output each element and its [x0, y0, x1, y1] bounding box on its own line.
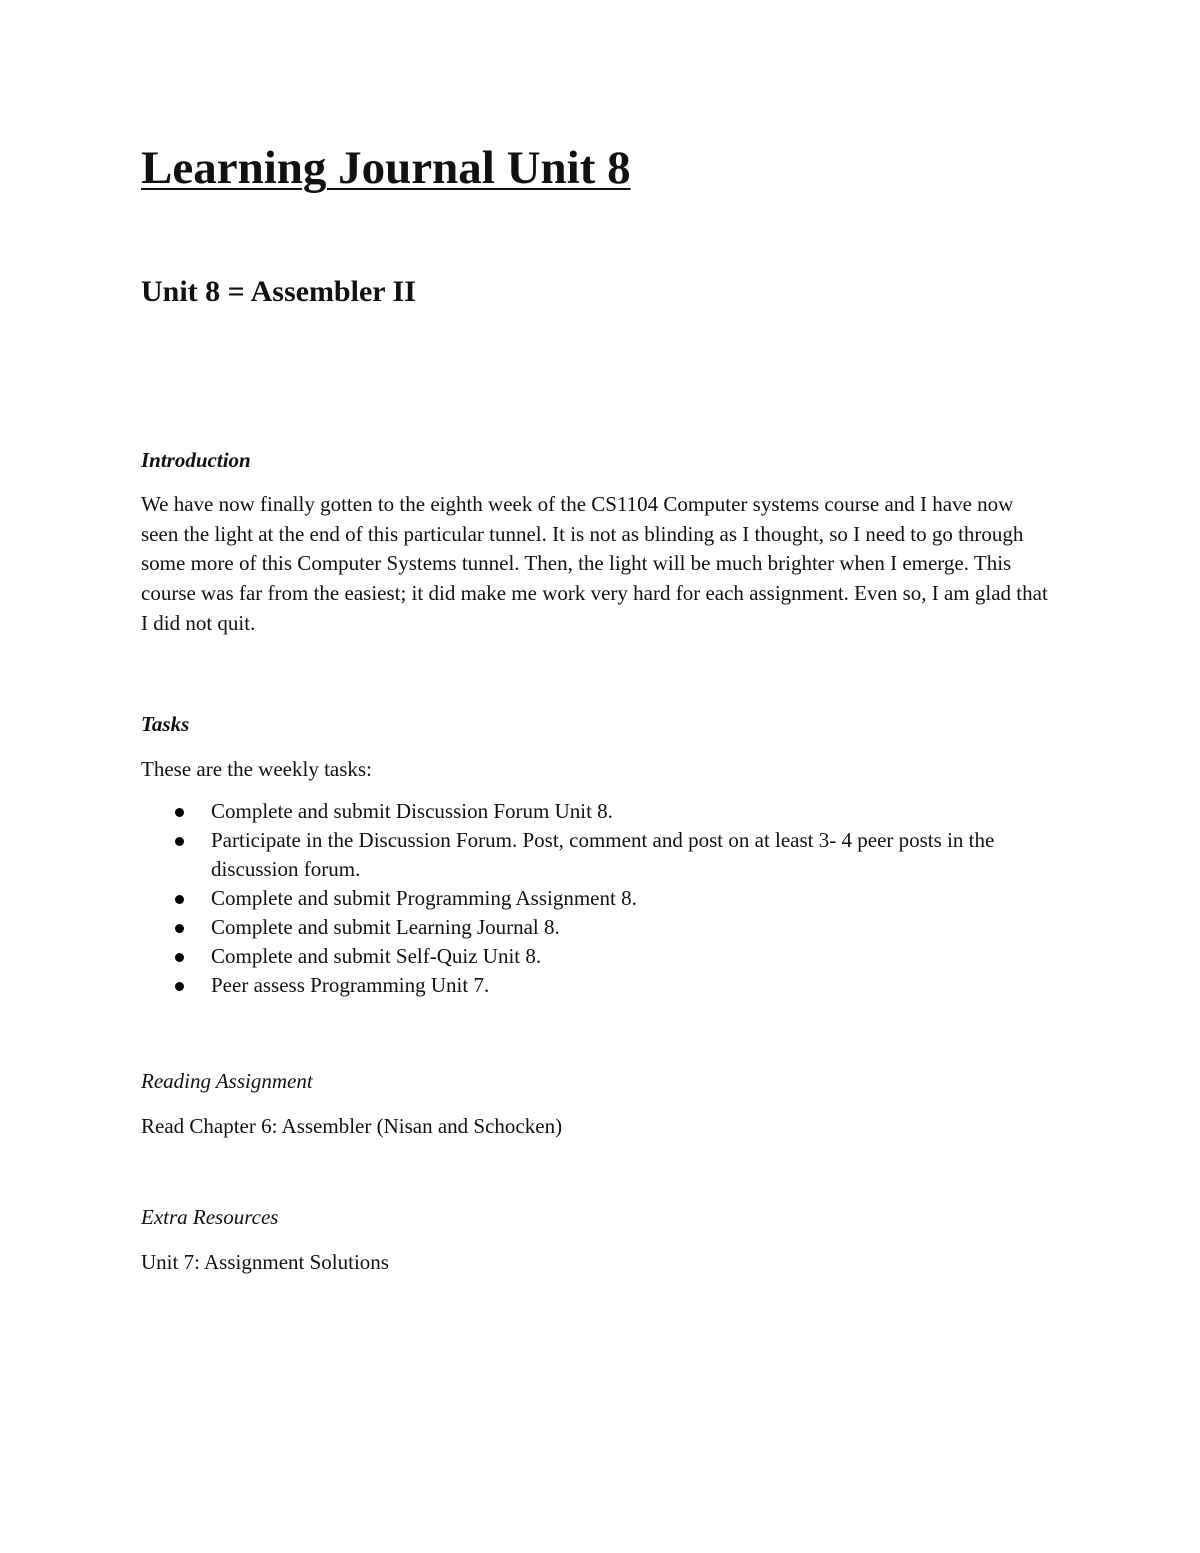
tasks-lead-text: These are the weekly tasks: [141, 756, 372, 781]
task-list-item [141, 913, 1061, 942]
introduction-heading: Introduction [141, 448, 251, 472]
task-list-item [141, 971, 1061, 1000]
bullet-icon [175, 895, 184, 904]
task-list-item [141, 826, 1061, 884]
document-body [141, 136, 1061, 1278]
task-text: Participate in the Discussion Forum. Post, comment and post on at least 3- 4 peer posts in the discussion forum. [211, 828, 995, 882]
bullet-icon [175, 808, 184, 817]
tasks-heading: Tasks [141, 711, 190, 736]
task-text: Complete and submit Discussion Forum Unit 8. [211, 799, 613, 824]
task-list-item [141, 942, 1061, 971]
task-text: Complete and submit Learning Journal 8. [211, 915, 560, 940]
bullet-icon [175, 982, 184, 991]
task-list-item [141, 884, 1061, 913]
reading-assignment-text: Read Chapter 6: Assembler (Nisan and Schocken) [141, 1114, 563, 1139]
document-title: Learning Journal Unit 8 [141, 142, 631, 194]
extra-resources-heading: Extra Resources [141, 1204, 279, 1229]
task-text: Peer assess Programming Unit 7. [211, 973, 490, 998]
extra-resources-text: Unit 7: Assignment Solutions [141, 1249, 389, 1274]
bullet-icon [175, 924, 184, 933]
introduction-paragraph: We have now finally gotten to the eighth week of the CS1104 Computer systems course and I have now seen the light at the end of this particular tunnel. It is not as blinding as I thought, so I need to go through some more of this Computer Systems tunnel. Then, the light will be much brighter when I emerge. This course was far from the easiest; it did make me work very hard for each assignment. Even so, I am glad that I did not quit. [141, 492, 1048, 635]
task-text: Complete and submit Programming Assignment 8. [211, 886, 637, 911]
bullet-icon [175, 837, 184, 846]
reading-assignment-heading: Reading Assignment [141, 1069, 313, 1094]
task-text: Complete and submit Self-Quiz Unit 8. [211, 944, 542, 969]
bullet-icon [175, 953, 184, 962]
task-list-item [141, 797, 1061, 826]
document-subtitle: Unit 8 = Assembler II [141, 275, 416, 308]
task-list [141, 797, 1061, 1000]
